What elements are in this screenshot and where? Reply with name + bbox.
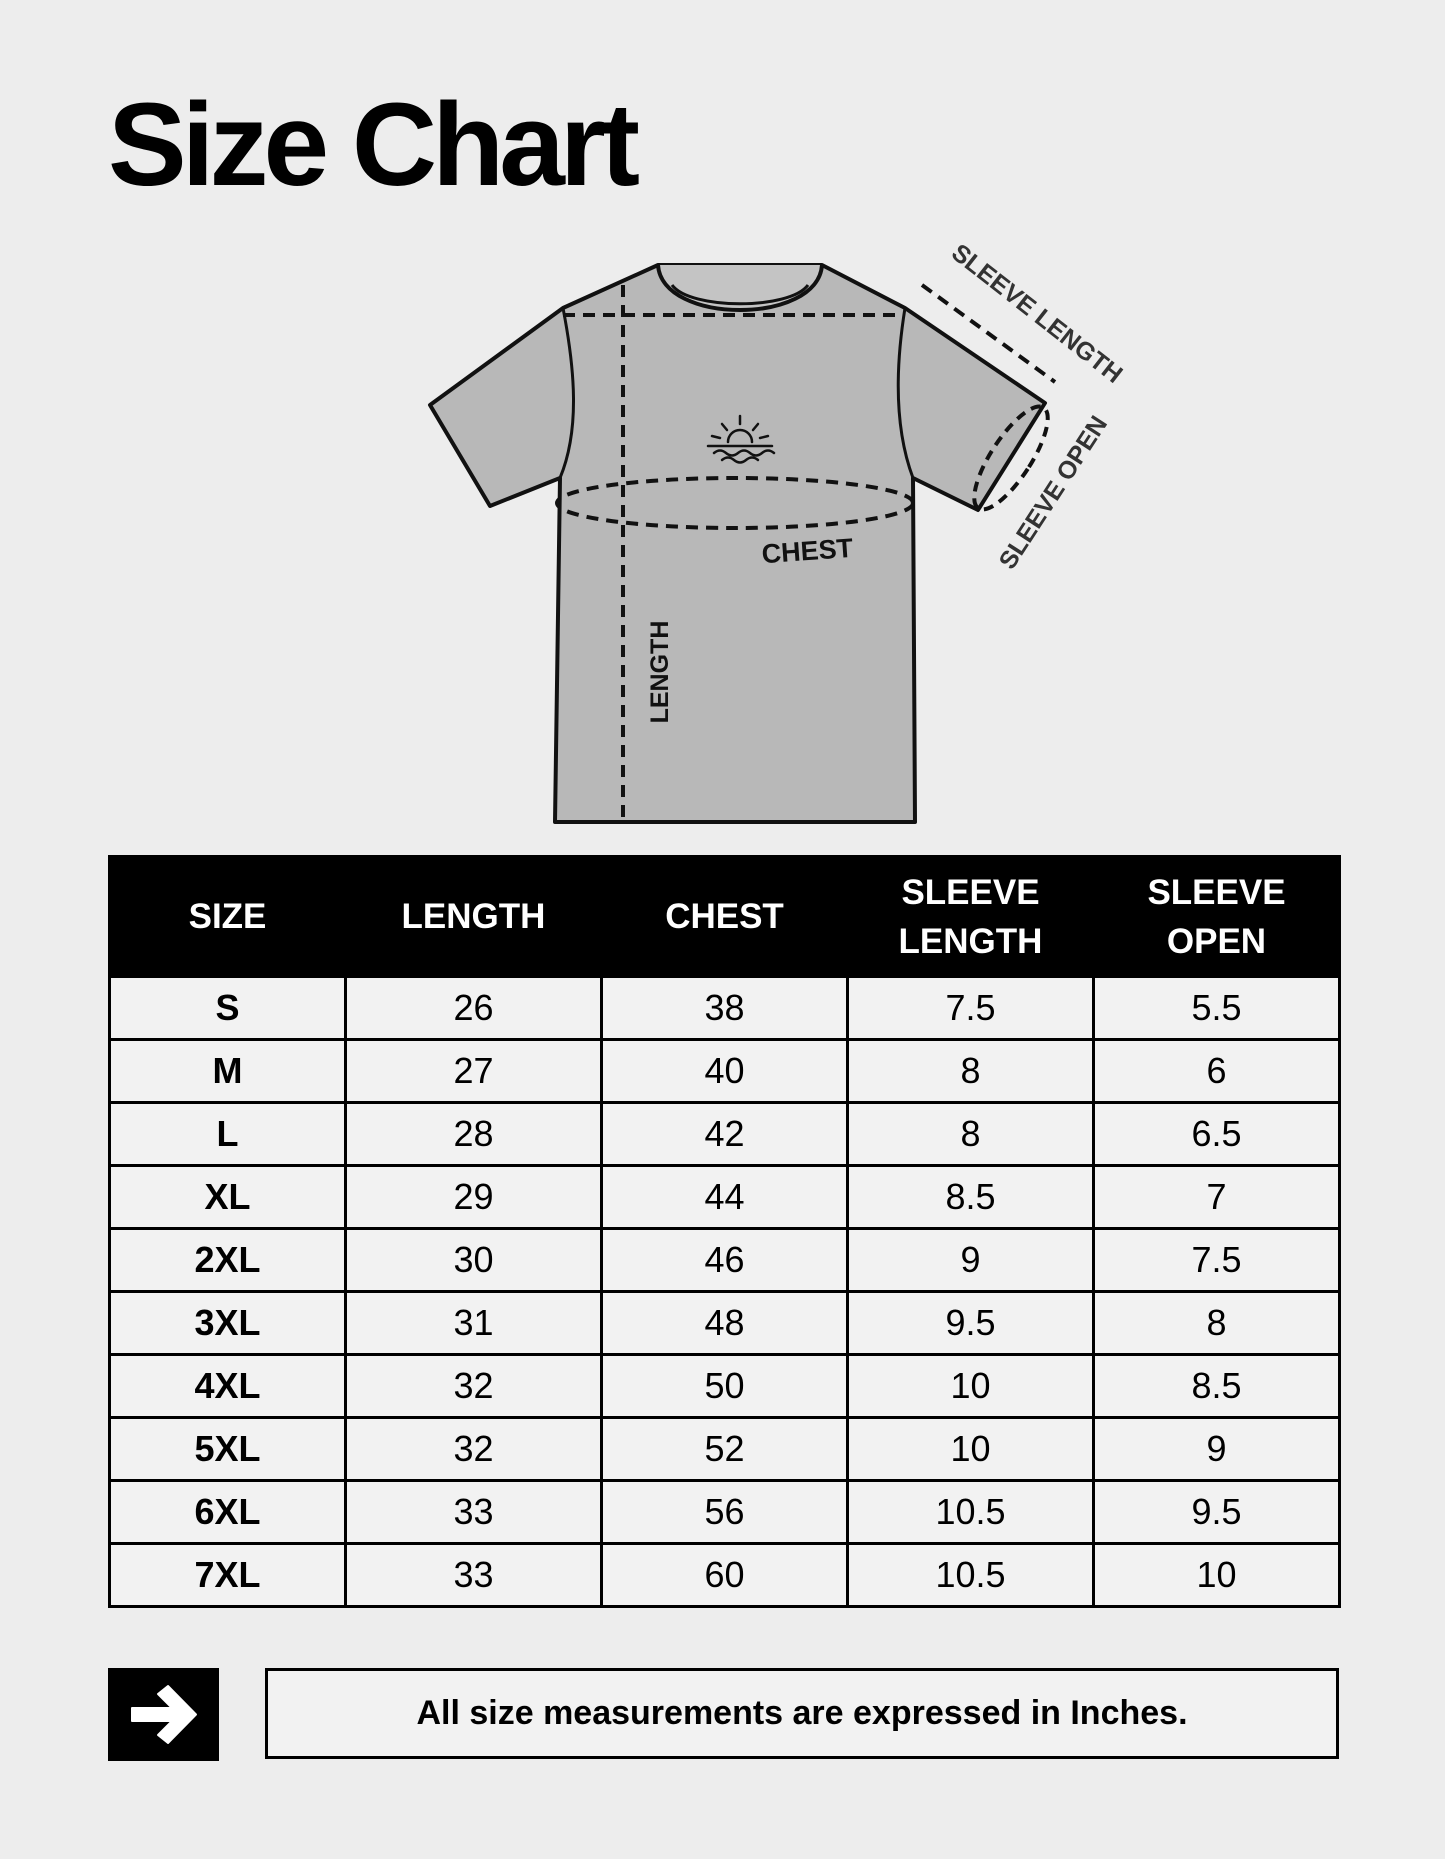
sleeve-open-cell: 8.5 — [1094, 1355, 1340, 1418]
length-cell: 27 — [346, 1040, 602, 1103]
size-cell: 5XL — [110, 1418, 346, 1481]
chest-cell: 42 — [602, 1103, 848, 1166]
table-row — [110, 1544, 1340, 1607]
table-row — [110, 1292, 1340, 1355]
sleeve-open-cell: 6 — [1094, 1040, 1340, 1103]
sleeve-open-cell: 5.5 — [1094, 977, 1340, 1040]
arrow-right-icon — [108, 1668, 219, 1761]
length-cell: 33 — [346, 1544, 602, 1607]
chest-label: CHEST — [760, 532, 855, 570]
sleeve-length-cell: 8 — [848, 1103, 1094, 1166]
measurement-note-text: All size measurements are expressed in Inches. — [416, 1694, 1188, 1732]
header-chest: CHEST — [602, 857, 848, 977]
header-sleeve-open: SLEEVE OPEN — [1094, 857, 1340, 977]
chest-cell: 60 — [602, 1544, 848, 1607]
size-cell: 2XL — [110, 1229, 346, 1292]
length-cell: 29 — [346, 1166, 602, 1229]
sleeve-length-label: SLEEVE LENGTH — [946, 238, 1128, 389]
sleeve-open-cell: 6.5 — [1094, 1103, 1340, 1166]
table-row — [110, 1040, 1340, 1103]
sleeve-open-cell: 8 — [1094, 1292, 1340, 1355]
page-title: Size Chart — [108, 79, 636, 211]
size-cell: 6XL — [110, 1481, 346, 1544]
sleeve-open-label: SLEEVE OPEN — [993, 411, 1114, 575]
table-header-row — [110, 857, 1340, 977]
chest-cell: 52 — [602, 1418, 848, 1481]
chest-cell: 38 — [602, 977, 848, 1040]
sleeve-length-cell: 10.5 — [848, 1544, 1094, 1607]
size-cell: 7XL — [110, 1544, 346, 1607]
table-row — [110, 977, 1340, 1040]
chest-cell: 46 — [602, 1229, 848, 1292]
header-sleeve-length: SLEEVE LENGTH — [848, 857, 1094, 977]
sleeve-open-cell: 9 — [1094, 1418, 1340, 1481]
chest-cell: 50 — [602, 1355, 848, 1418]
chest-cell: 48 — [602, 1292, 848, 1355]
table-row — [110, 1103, 1340, 1166]
length-cell: 33 — [346, 1481, 602, 1544]
sleeve-open-cell: 9.5 — [1094, 1481, 1340, 1544]
length-cell: 32 — [346, 1355, 602, 1418]
table-row — [110, 1166, 1340, 1229]
length-label: LENGTH — [646, 620, 674, 724]
sleeve-open-cell: 7 — [1094, 1166, 1340, 1229]
length-cell: 31 — [346, 1292, 602, 1355]
header-size: SIZE — [110, 857, 346, 977]
sleeve-length-cell: 10.5 — [848, 1481, 1094, 1544]
sleeve-length-cell: 9 — [848, 1229, 1094, 1292]
size-cell: M — [110, 1040, 346, 1103]
sleeve-length-cell: 7.5 — [848, 977, 1094, 1040]
tshirt-outline — [430, 265, 1045, 822]
table-row — [110, 1229, 1340, 1292]
sleeve-open-cell: 10 — [1094, 1544, 1340, 1607]
size-cell: S — [110, 977, 346, 1040]
tshirt-diagram — [0, 0, 1445, 830]
sleeve-length-cell: 8 — [848, 1040, 1094, 1103]
table-row — [110, 1355, 1340, 1418]
sleeve-length-cell: 9.5 — [848, 1292, 1094, 1355]
length-cell: 30 — [346, 1229, 602, 1292]
measurement-note — [265, 1668, 1339, 1759]
chest-cell: 44 — [602, 1166, 848, 1229]
table-row — [110, 1418, 1340, 1481]
arrow-badge — [108, 1668, 219, 1761]
size-cell: 3XL — [110, 1292, 346, 1355]
size-cell: L — [110, 1103, 346, 1166]
header-length: LENGTH — [346, 857, 602, 977]
length-cell: 32 — [346, 1418, 602, 1481]
chest-cell: 56 — [602, 1481, 848, 1544]
sleeve-length-cell: 10 — [848, 1355, 1094, 1418]
table-row — [110, 1481, 1340, 1544]
length-cell: 26 — [346, 977, 602, 1040]
size-cell: XL — [110, 1166, 346, 1229]
sleeve-length-cell: 10 — [848, 1418, 1094, 1481]
size-cell: 4XL — [110, 1355, 346, 1418]
length-cell: 28 — [346, 1103, 602, 1166]
chest-cell: 40 — [602, 1040, 848, 1103]
size-table — [108, 855, 1341, 1608]
sleeve-length-cell: 8.5 — [848, 1166, 1094, 1229]
sleeve-open-cell: 7.5 — [1094, 1229, 1340, 1292]
